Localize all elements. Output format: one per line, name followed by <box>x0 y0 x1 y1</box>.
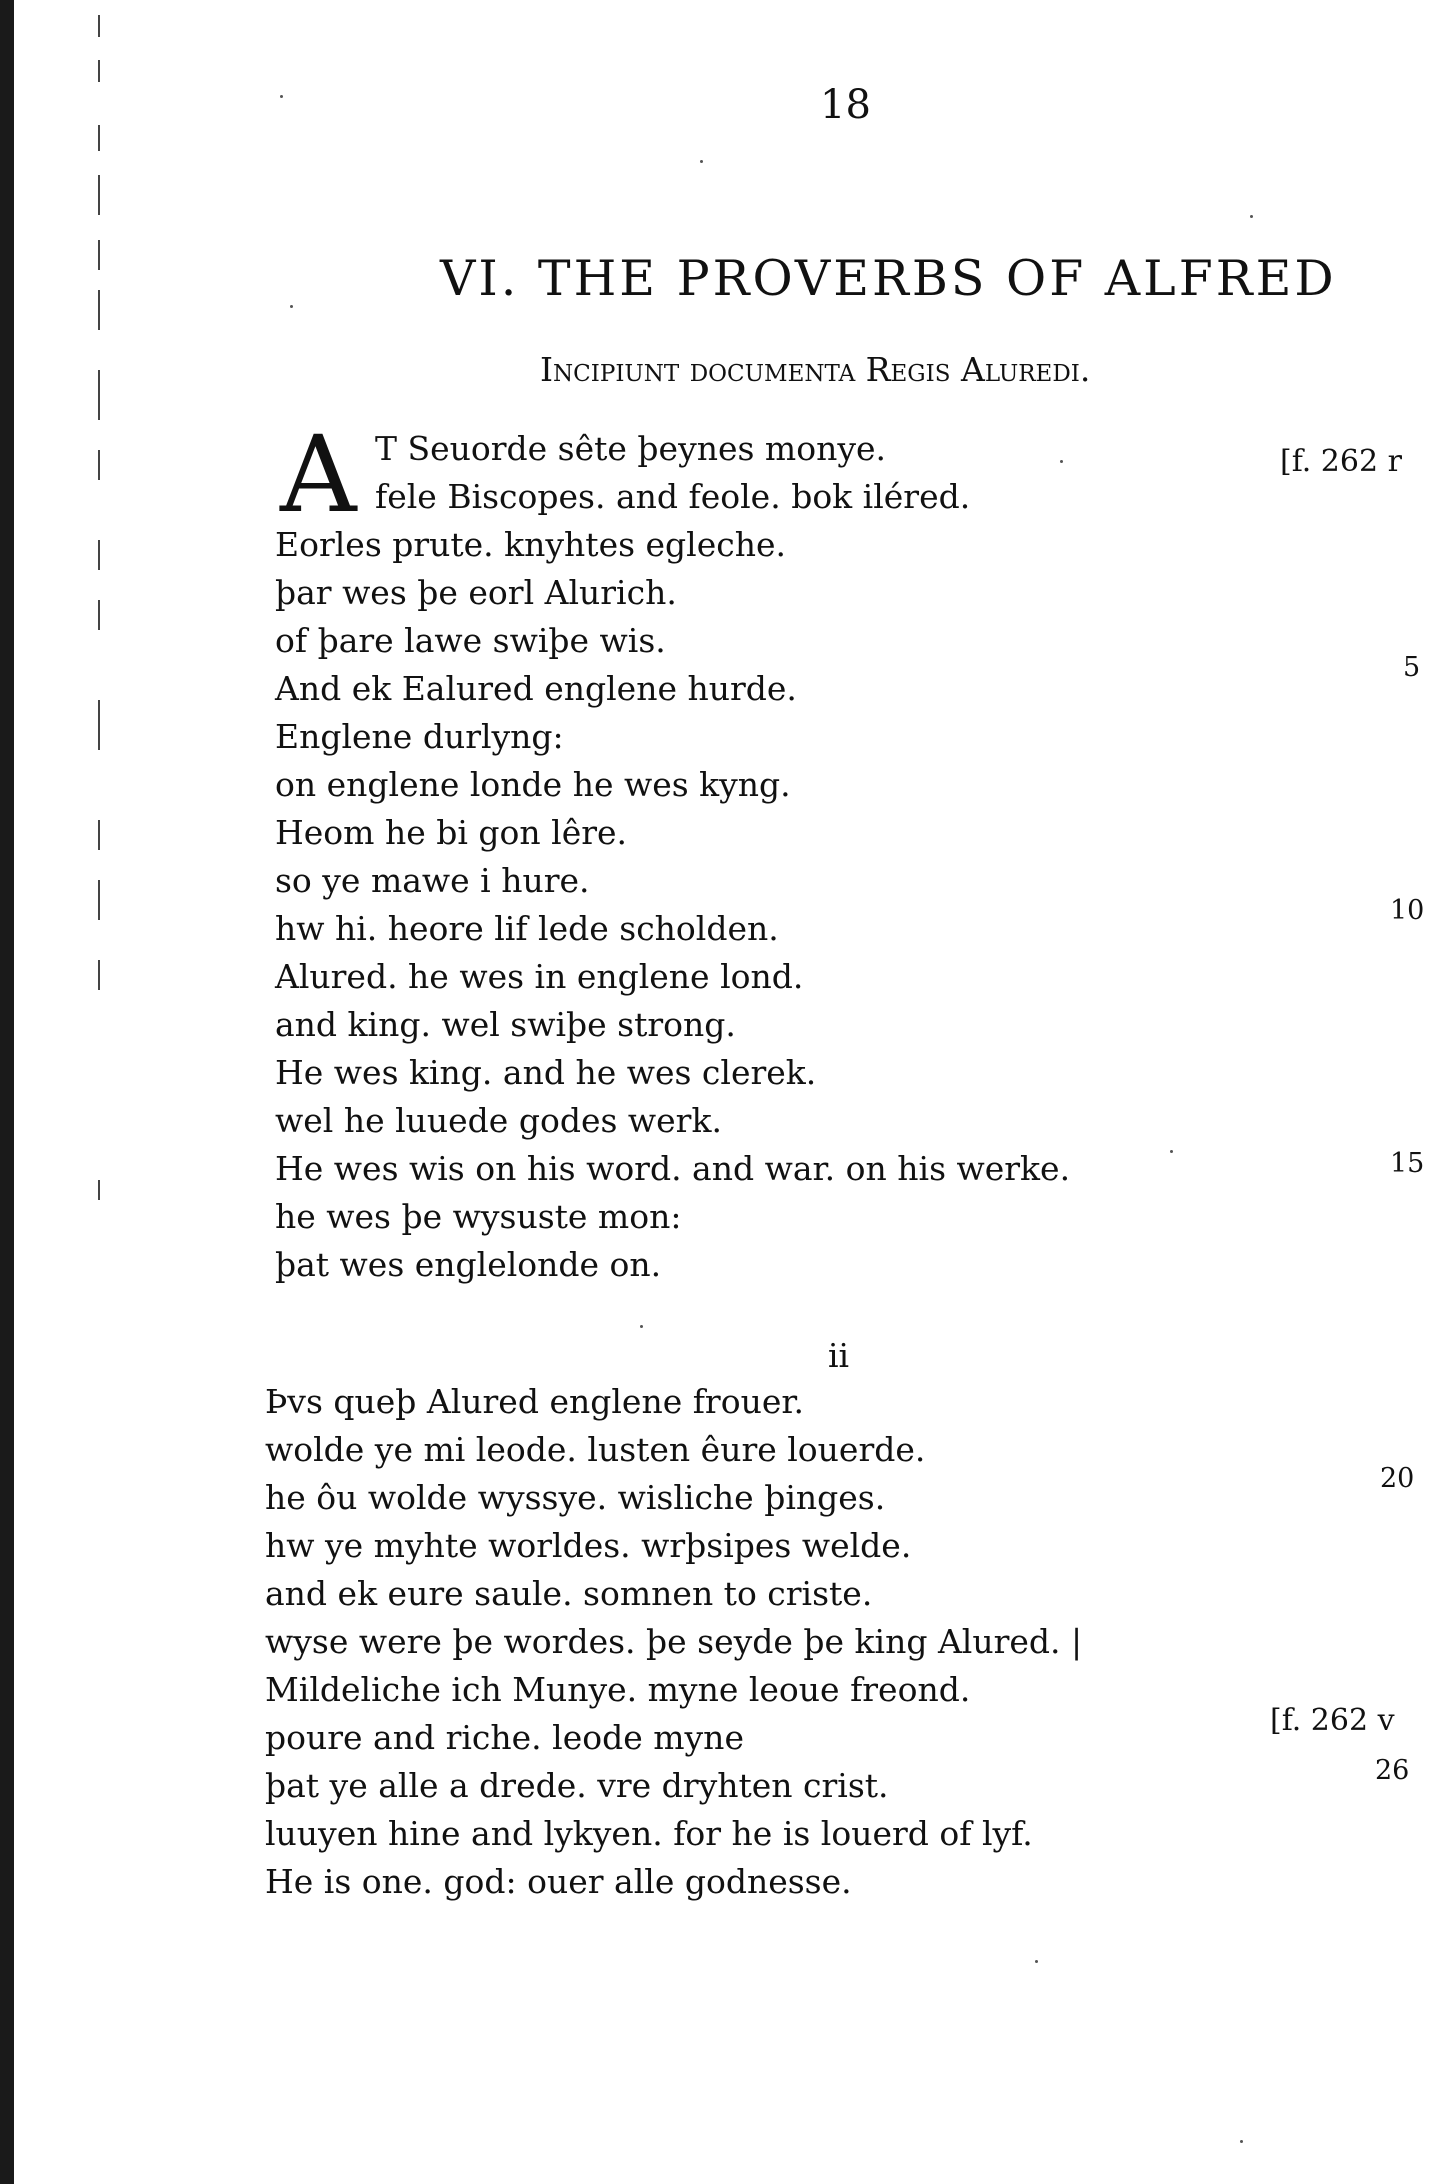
speck <box>640 1325 643 1328</box>
verse-line: T Seuorde sête þeynes monye. <box>375 429 887 468</box>
margin-rule <box>98 60 100 82</box>
verse-line: of þare lawe swiþe wis. <box>275 621 666 660</box>
margin-rule <box>98 820 100 850</box>
verse-line: Eorles prute. knyhtes egleche. <box>275 525 787 564</box>
margin-rule <box>98 700 100 750</box>
margin-rule <box>98 240 100 270</box>
line-number: 10 <box>1390 895 1425 926</box>
verse-line: Mildeliche ich Munye. myne leoue freond. <box>265 1670 971 1709</box>
page-number: 18 <box>820 82 871 128</box>
verse-line: þar wes þe eorl Alurich. <box>275 573 677 612</box>
verse-line: Þvs queþ Alured englene frouer. <box>265 1382 804 1421</box>
margin-rule <box>98 960 100 990</box>
folio-reference: [f. 262 r <box>1280 444 1402 479</box>
line-number: 15 <box>1390 1148 1425 1179</box>
verse-line: Englene durlyng: <box>275 717 564 756</box>
folio-reference: [f. 262 v <box>1270 1703 1395 1738</box>
verse-line: wolde ye mi leode. lusten êure louerde. <box>265 1430 926 1469</box>
speck <box>1060 460 1063 463</box>
margin-rule <box>98 290 100 330</box>
speck <box>290 305 293 308</box>
verse-line: on englene londe he wes kyng. <box>275 765 791 804</box>
subtitle: Incipiunt documenta Regis Aluredi. <box>540 350 1091 389</box>
verse-line: and ek eure saule. somnen to criste. <box>265 1574 873 1613</box>
verse-line: so ye mawe i hure. <box>275 861 590 900</box>
verse-line: Heom he bi gon lêre. <box>275 813 628 852</box>
verse-line: he wes þe wysuste mon: <box>275 1197 682 1236</box>
verse-line: poure and riche. leode myne <box>265 1718 744 1757</box>
book-spine-shadow <box>0 0 14 2184</box>
page-title: VI. THE PROVERBS OF ALFRED <box>440 250 1337 307</box>
speck <box>280 95 283 98</box>
drop-cap: A <box>280 413 357 536</box>
line-number: 20 <box>1380 1463 1415 1494</box>
margin-rule <box>98 125 100 151</box>
speck <box>1240 2140 1243 2143</box>
speck <box>1170 1150 1173 1153</box>
verse-line: wyse were þe wordes. þe seyde þe king Alured. | <box>265 1622 1083 1661</box>
verse-line: fele Biscopes. and feole. bok iléred. <box>375 477 971 516</box>
verse-line: He is one. god: ouer alle godnesse. <box>265 1862 852 1901</box>
margin-rule <box>98 450 100 480</box>
margin-rule <box>98 880 100 920</box>
verse-line: hw hi. heore lif lede scholden. <box>275 909 779 948</box>
margin-rule <box>98 15 100 37</box>
line-number: 5 <box>1403 652 1421 683</box>
speck <box>1250 215 1253 218</box>
speck <box>1035 1960 1038 1963</box>
verse-line: And ek Ealured englene hurde. <box>275 669 797 708</box>
verse-line: Alured. he wes in englene lond. <box>275 957 804 996</box>
verse-line: He wes king. and he wes clerek. <box>275 1053 817 1092</box>
margin-rule <box>98 370 100 420</box>
margin-rule <box>98 540 100 570</box>
verse-line: he ôu wolde wyssye. wisliche þinges. <box>265 1478 886 1517</box>
section-label: ii <box>828 1336 850 1375</box>
verse-line: and king. wel swiþe strong. <box>275 1005 736 1044</box>
margin-rule <box>98 175 100 215</box>
line-number: 26 <box>1375 1755 1410 1786</box>
verse-line: þat wes englelonde on. <box>275 1245 662 1284</box>
margin-rule <box>98 1180 100 1200</box>
speck <box>700 160 703 163</box>
verse-line: He wes wis on his word. and war. on his werke. <box>275 1149 1071 1188</box>
verse-line: hw ye myhte worldes. wrþsipes welde. <box>265 1526 912 1565</box>
verse-line: þat ye alle a drede. vre dryhten crist. <box>265 1766 889 1805</box>
verse-line: wel he luuede godes werk. <box>275 1101 722 1140</box>
margin-rule <box>98 600 100 630</box>
verse-line: luuyen hine and lykyen. for he is louerd of lyf. <box>265 1814 1033 1853</box>
